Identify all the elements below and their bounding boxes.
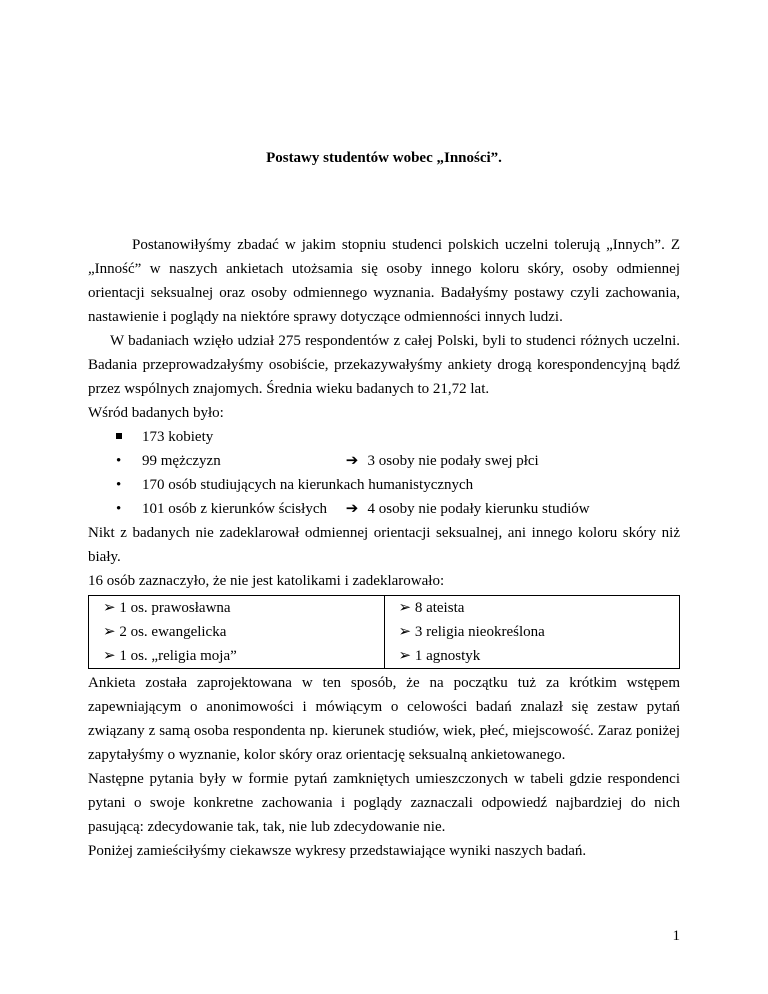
right-arrow-icon: ➔: [345, 453, 359, 469]
dot-bullet-icon: •: [116, 453, 122, 469]
paragraph-questions: Następne pytania były w formie pytań zamkniętych umieszczonych w tabeli gdzie respondenci pytani o swoje konkretne zachowania i poglądy zaznaczali odpowiedź najbardziej do nich pasującą: zdecydowanie tak, tak, nie lub zdecydowanie nie.: [88, 771, 680, 835]
list-item: [88, 425, 680, 449]
paragraph-survey-design: Ankieta została zaprojektowana w ten sposób, że na początku tuż za krótkim wstępem zapewniającym o anonimowości i mówiącym o celowości badań znalazł się zestaw pytań związany z samą osoba respondenta np. kierunek studiów, wiek, płeć, miejscowość. Zaraz poniżej zapytałyśmy o wyznanie, kolor skóry oraz orientację seksualną ankietowanego.: [88, 675, 680, 763]
list-item: [88, 449, 680, 473]
arrow-bullet-icon: ➢: [398, 600, 415, 616]
table-row: [89, 644, 680, 669]
document-body: [88, 233, 680, 863]
stat-text: 99 mężczyzn: [142, 453, 221, 469]
paragraph-orientation: Nikt z badanych nie zadeklarował odmiennej orientacji seksualnej, ani innego koloru skóry niż biały.: [88, 525, 680, 565]
table-cell: [89, 620, 385, 644]
arrow-bullet-icon: ➢: [103, 648, 120, 664]
paragraph-list-intro: Wśród badanych było:: [88, 405, 224, 421]
religion-table: [88, 595, 680, 669]
page-number: 1: [672, 928, 680, 944]
paragraph-intro: Postanowiłyśmy zbadać w jakim stopniu studenci polskich uczelni tolerują „Innych”. Z „Inność” w naszych ankietach utożsamia się osoby innego koloru skóry, osoby odmiennej orientacji seksualnej oraz osoby odmiennego wyznania. Badałyśmy postawy czyli zachowania, nastawienie i poglądy na niektóre sprawy dotyczące odmienności innych ludzi.: [88, 237, 680, 325]
arrow-bullet-icon: ➢: [398, 648, 415, 664]
stat-text: 101 osób z kierunków ścisłych: [142, 501, 327, 517]
religion-value: 1 os. prawosławna: [119, 600, 231, 616]
table-row: [89, 596, 680, 621]
religion-value: 3 religia nieokreślona: [414, 624, 545, 640]
stat-note: 4 osoby nie podały kierunku studiów: [367, 501, 590, 517]
religion-value: 2 os. ewangelicka: [119, 624, 227, 640]
paragraph-charts: Poniżej zamieściłyśmy ciekawsze wykresy przedstawiające wyniki naszych badań.: [88, 843, 587, 859]
table-cell: [89, 596, 385, 621]
dot-bullet-icon: •: [116, 477, 122, 493]
table-cell: [384, 596, 680, 621]
list-item: [88, 473, 680, 497]
arrow-bullet-icon: ➢: [398, 624, 415, 640]
religion-value: 1 os. „religia moja”: [119, 648, 237, 664]
paragraph-religion-intro: 16 osób zaznaczyło, że nie jest katolikami i zadeklarowało:: [88, 573, 445, 589]
table-cell: [89, 644, 385, 669]
religion-value: 8 ateista: [414, 600, 465, 616]
table-row: [89, 620, 680, 644]
right-arrow-icon: ➔: [345, 501, 359, 517]
list-item: [88, 497, 680, 521]
document-title: Postawy studentów wobec „Inności”.: [266, 150, 502, 166]
dot-bullet-icon: •: [116, 501, 122, 517]
stats-list: [88, 425, 680, 521]
religion-value: 1 agnostyk: [414, 648, 481, 664]
paragraph-respondents: W badaniach wzięło udział 275 respondentów z całej Polski, byli to studenci różnych uczelni. Badania przeprowadzałyśmy osobiście, przekazywałyśmy ankiety drogą korespondencyjną bądź przez wspólnych znajomych. Średnia wieku badanych to 21,72 lat.: [88, 333, 680, 397]
square-bullet-icon: [116, 425, 130, 449]
arrow-bullet-icon: ➢: [103, 600, 120, 616]
stat-text: 173 kobiety: [142, 429, 214, 445]
table-cell: [384, 620, 680, 644]
stat-text: 170 osób studiujących na kierunkach humanistycznych: [142, 477, 474, 493]
table-cell: [384, 644, 680, 669]
stat-note: 3 osoby nie podały swej płci: [367, 453, 539, 469]
arrow-bullet-icon: ➢: [103, 624, 120, 640]
